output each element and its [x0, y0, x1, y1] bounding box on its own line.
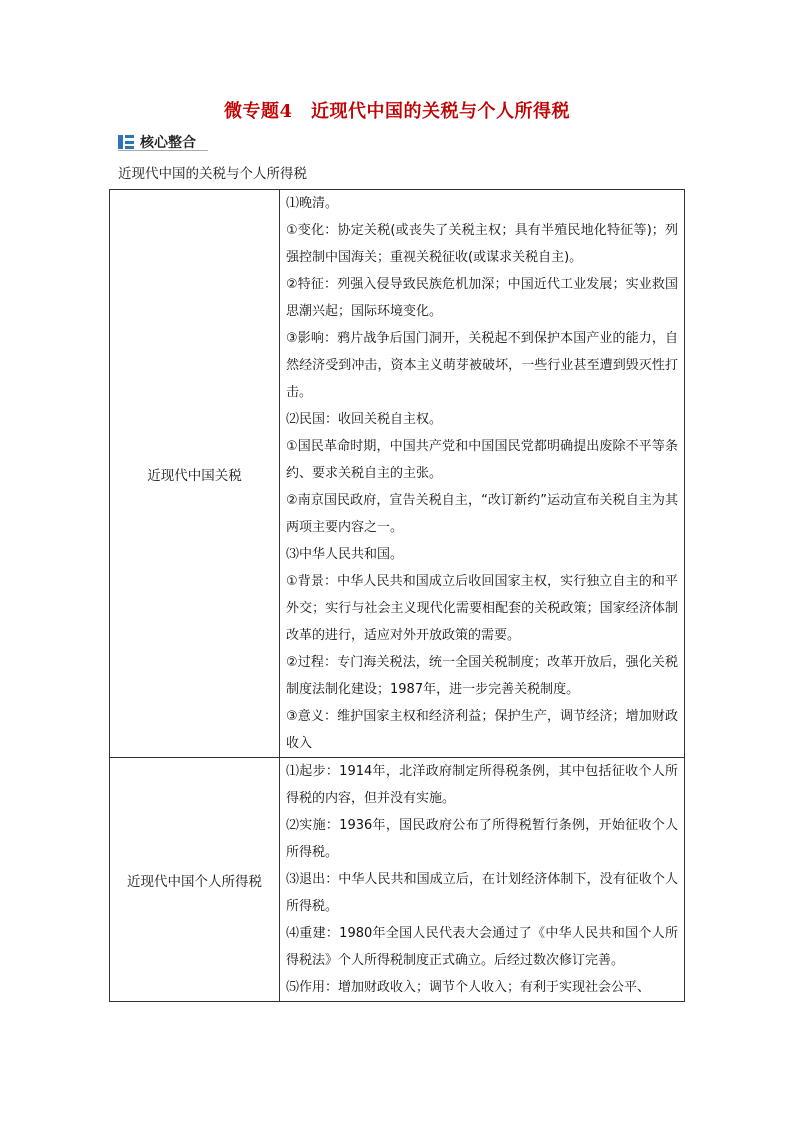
content-line: ⑴起步：1914年，北洋政府制定所得税条例，其中包括征收个人所得税的内容，但并没有实施。	[286, 764, 678, 806]
content-line: ②南京国民政府，宣告关税自主，“改订新约”运动宣布关税自主为其两项主要内容之一。	[286, 493, 678, 535]
list-icon	[118, 135, 134, 149]
page-title: 微专题4 近现代中国的关税与个人所得税	[223, 101, 571, 122]
content-line: ③意义：维护国家主权和经济利益；保护生产，调节经济；增加财政收入	[286, 709, 678, 751]
table-row	[110, 758, 685, 1002]
content-line: ③影响：鸦片战争后国门洞开，关税起不到保护本国产业的能力，自然经济受到冲击，资本主义萌芽被破坏，一些行业甚至遭到毁灭性打击。	[286, 331, 678, 400]
content-line: ⑸作用：增加财政收入；调节个人收入；有利于实现社会公平、	[286, 980, 651, 995]
row-content	[280, 190, 685, 758]
content-line: ⑵实施：1936年，国民政府公布了所得税暂行条例，开始征收个人所得税。	[286, 818, 678, 860]
summary-table	[109, 189, 685, 1002]
section-underline	[118, 150, 208, 151]
content-line: ⑷重建：1980年全国人民代表大会通过了《中华人民共和国个人所得税法》个人所得税制度正式确立。后经过数次修订完善。	[286, 926, 678, 968]
content-line: ①背景：中华人民共和国成立后收回国家主权，实行独立自主的和平外交；实行与社会主义现代化需要相配套的关税政策；国家经济体制改革的进行，适应对外开放政策的需要。	[286, 574, 678, 643]
section-header	[118, 132, 196, 152]
table-row	[110, 190, 685, 758]
content-line: ⑶退出：中华人民共和国成立后，在计划经济体制下，没有征收个人所得税。	[286, 872, 678, 914]
content-line: ⑶中华人民共和国。	[286, 547, 404, 562]
row-label: 近现代中国个人所得税	[110, 758, 280, 1002]
content-line: ②过程：专门海关税法，统一全国关税制度；改革开放后，强化关税制度法制化建设；1987年，进一步完善关税制度。	[286, 655, 678, 697]
content-line: ⑴晚清。	[286, 196, 339, 211]
content-line: ⑵民国：收回关税自主权。	[286, 412, 443, 427]
content-line: ①变化：协定关税(或丧失了关税主权；具有半殖民地化特征等)；列强控制中国海关；重视关税征收(或谋求关税自主)。	[286, 223, 678, 265]
table-caption: 近现代中国的关税与个人所得税	[118, 166, 307, 182]
content-line: ①国民革命时期，中国共产党和中国国民党都明确提出废除不平等条约、要求关税自主的主张。	[286, 439, 678, 481]
content-line: ②特征：列强入侵导致民族危机加深；中国近代工业发展；实业救国思潮兴起；国际环境变化。	[286, 277, 678, 319]
row-content	[280, 758, 685, 1002]
row-label: 近现代中国关税	[110, 190, 280, 758]
section-label: 核心整合	[140, 135, 196, 151]
